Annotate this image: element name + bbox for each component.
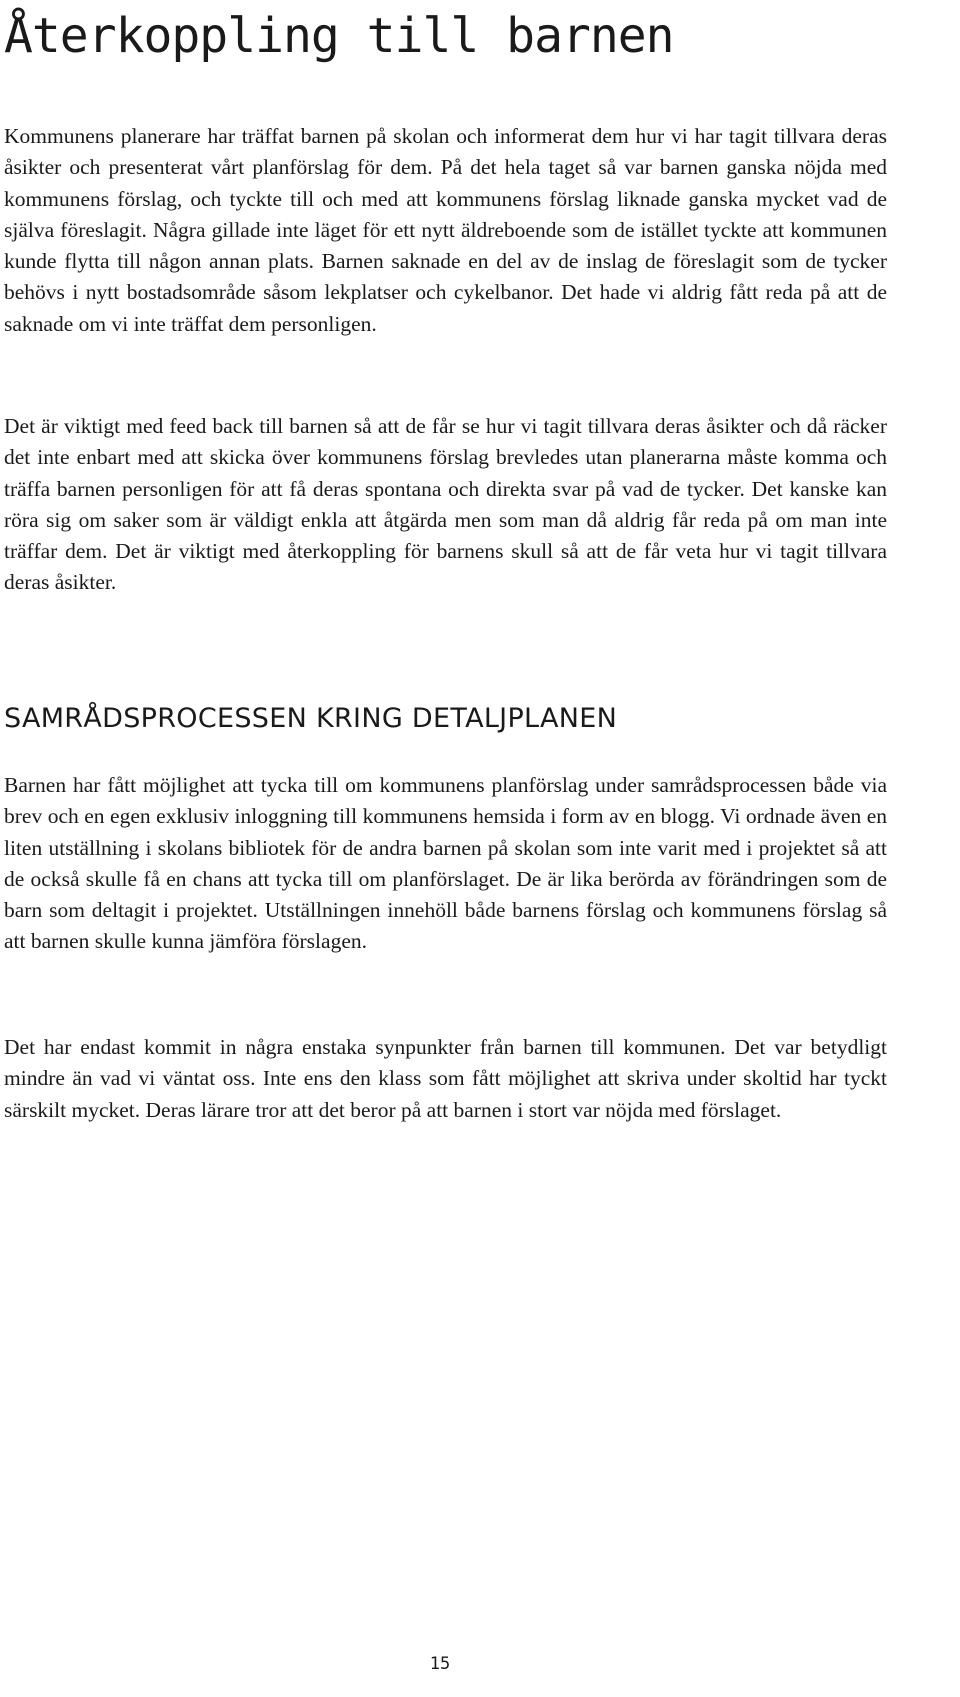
page-number: 15	[429, 1654, 451, 1674]
intro-paragraph-2: Det är viktigt med feed back till barnen så att de får se hur vi tagit tillvara deras åsikter och då räcker det inte enbart med att skicka över kommunens förslag brevledes utan planerarna måste komma och träffa barnen personligen för att få deras spontana och direkta svar på vad de tycker. Det kanske kan röra sig om saker som är väldigt enkla att åtgärda men som man då aldrig får reda på om man inte träffar dem. Det är viktigt med återkoppling för barnens skull så att de får veta hur vi tagit tillvara deras åsikter.	[4, 414, 887, 595]
intro-paragraph-1: Kommunens planerare har träffat barnen på skolan och informerat dem hur vi har tagit tillvara deras åsikter och presenterat vårt planförslag för dem. På det hela taget så var barnen ganska nöjda med kommunens förslag, och tyckte till och med att kommunens förslag liknade ganska mycket vad de själva föreslagit. Några gillade inte läget för ett nytt äldreboende som de istället tyckte att kommunen kunde flytta till någon annan plats. Barnen saknade en del av de inslag de föreslagit som de tycker behövs i nytt bostadsområde såsom lekplatser och cykelbanor. Det hade vi aldrig fått reda på att de saknade om vi inte träffat dem personligen.	[4, 124, 887, 336]
page-title: Återkoppling till barnen	[4, 8, 674, 64]
section-paragraph-1: Barnen har fått möjlighet att tycka till om kommunens planförslag under samrådsprocessen både via brev och en egen exklusiv inloggning till kommunens hemsida i form av en blogg. Vi ordnade även en liten utställning i skolans bibliotek för de andra barnen på skolan som inte varit med i projektet så att de också skulle få en chans att tycka till om planförslaget. De är lika berörda av förändringen som de barn som deltagit i projektet. Utställningen innehöll både barnens förslag och kommunens förslag så att barnen skulle kunna jämföra förslagen.	[4, 773, 887, 954]
section-paragraph-2: Det har endast kommit in några enstaka synpunkter från barnen till kommunen. Det var betydligt mindre än vad vi väntat oss. Inte ens den klass som fått möjlighet att skriva under skoltid har tyckt särskilt mycket. Deras lärare tror att det beror på att barnen i stort var nöjda med förslaget.	[4, 1035, 887, 1122]
section-heading: SAMRÅDSPROCESSEN KRING DETALJPLANEN	[4, 703, 618, 734]
